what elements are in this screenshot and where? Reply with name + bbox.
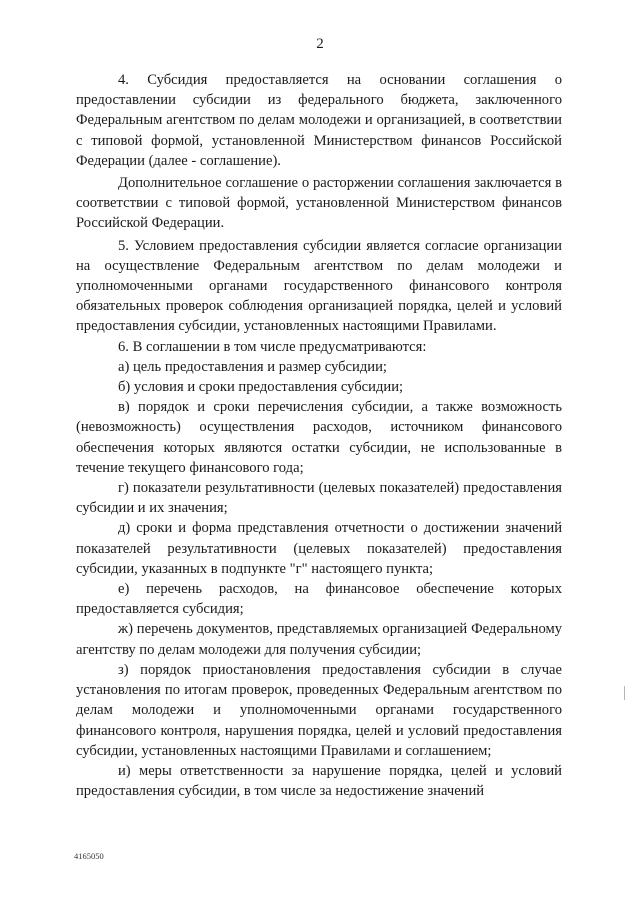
- subitem-v: в) порядок и сроки перечисления субсидии, а также возможность (невозможность) осуществления расходов, источником финансового обеспечения которых являются остатки субсидии, не использованные в течение текущего финансового года;: [76, 399, 562, 476]
- subitem-a: а) цель предоставления и размер субсидии;: [118, 358, 387, 375]
- subitem-z: з) порядок приостановления предоставления субсидии в случае установления по итогам проверок, проведенных Федеральным агентством по делам молодежи и уполномоченными органами государственного финансового контроля, нарушения порядка, целей и условий предоставления субсидии, установленных настоящими Правилами и соглашением;: [76, 661, 562, 759]
- subitem-d: д) сроки и форма представления отчетности о достижении значений показателей результативности (целевых показателей) предоставления субсидии, указанных в подпункте "г" настоящего пункта;: [76, 520, 562, 577]
- subitem-g: г) показатели результативности (целевых показателей) предоставления субсидии и их значения;: [76, 480, 562, 517]
- subitem-e: е) перечень расходов, на финансовое обеспечение которых предоставляется субсидия;: [76, 581, 562, 618]
- subitem-i: и) меры ответственности за нарушение порядка, целей и условий предоставления субсидии, в том числе за недостижение значений: [76, 762, 562, 800]
- document-code: 4165050: [74, 851, 104, 861]
- paragraph-additional-agreement: Дополнительное соглашение о расторжении соглашения заключается в соответствии с типовой формой, установленной Министерством финансов Российской Федерации.: [76, 175, 562, 232]
- page-number: 2: [316, 36, 324, 52]
- subitem-b: б) условия и сроки предоставления субсидии;: [118, 379, 404, 396]
- paragraph-6: 6. В соглашении в том числе предусматриваются:: [118, 338, 427, 355]
- document-body: [76, 70, 562, 801]
- paragraph-4: 4. Субсидия предоставляется на основании соглашения о предоставлении субсидии из федерального бюджета, заключенного Федеральным агентством по делам молодежи и организацией, в соответствии с типовой формой, установленной Министерством финансов Российской Федерации (далее - соглашение).: [76, 72, 562, 169]
- paragraph-5: 5. Условием предоставления субсидии является согласие организации на осуществление Федеральным агентством по делам молодежи и уполномоченными органами государственного финансового контроля обязательных проверок соблюдения организацией порядка, целей и условий предоставления субсидии, установленных настоящими Правилами.: [76, 237, 562, 335]
- margin-mark: [624, 686, 625, 700]
- subitem-zh: ж) перечень документов, представляемых организацией Федеральному агентству по делам молодежи для получения субсидии;: [76, 621, 562, 658]
